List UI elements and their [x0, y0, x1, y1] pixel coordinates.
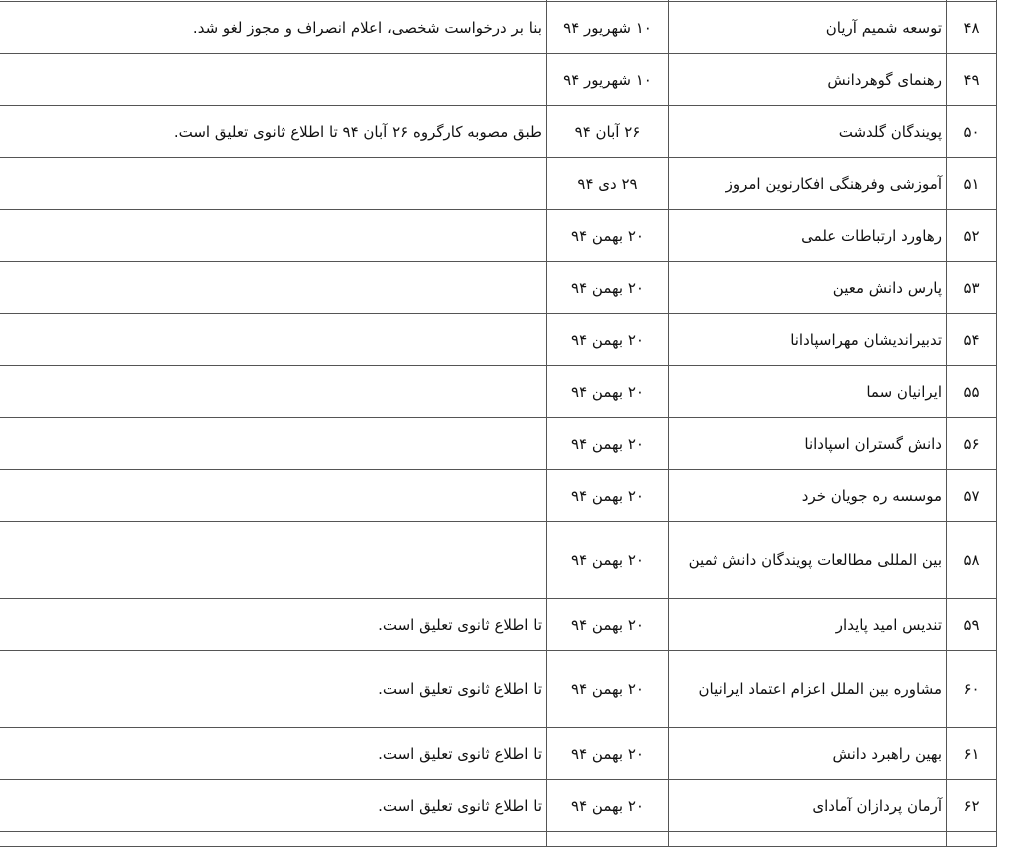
description-cell	[0, 470, 547, 522]
date-cell: ۱۰ شهریور ۹۴	[547, 54, 669, 106]
table-row-partial	[0, 832, 997, 847]
table-row	[0, 522, 997, 599]
row-number-cell: ۵۳	[947, 262, 997, 314]
institution-name-cell: پارس دانش معین	[669, 262, 947, 314]
cell-empty	[947, 832, 997, 847]
date-cell: ۲۰ بهمن ۹۴	[547, 470, 669, 522]
table-row	[0, 470, 997, 522]
table-row	[0, 366, 997, 418]
date-cell: ۲۰ بهمن ۹۴	[547, 366, 669, 418]
cell-empty	[0, 832, 547, 847]
row-number-cell: ۵۶	[947, 418, 997, 470]
description-cell: طبق مصوبه کارگروه ۲۶ آبان ۹۴ تا اطلاع ثانوی تعلیق است.	[0, 106, 547, 158]
institution-name-cell: رهاورد ارتباطات علمی	[669, 210, 947, 262]
description-cell	[0, 366, 547, 418]
description-cell: بنا بر درخواست شخصی، اعلام انصراف و مجوز لغو شد.	[0, 2, 547, 54]
institution-name-cell: آموزشی وفرهنگی افکارنوین امروز	[669, 158, 947, 210]
cell-empty	[547, 832, 669, 847]
institution-name-cell: موسسه ره جویان خرد	[669, 470, 947, 522]
row-number-cell: ۵۵	[947, 366, 997, 418]
row-number-cell: ۵۲	[947, 210, 997, 262]
institution-name-cell: رهنمای گوهردانش	[669, 54, 947, 106]
table-row	[0, 780, 997, 832]
table-row	[0, 314, 997, 366]
institution-name-cell: مشاوره بین الملل اعزام اعتماد ایرانیان	[669, 651, 947, 728]
institution-name-cell: ایرانیان سما	[669, 366, 947, 418]
row-number-cell: ۶۰	[947, 651, 997, 728]
date-cell: ۲۰ بهمن ۹۴	[547, 262, 669, 314]
table-row	[0, 106, 997, 158]
date-cell: ۲۰ بهمن ۹۴	[547, 210, 669, 262]
description-cell	[0, 262, 547, 314]
description-cell	[0, 158, 547, 210]
date-cell: ۲۰ بهمن ۹۴	[547, 418, 669, 470]
table-row	[0, 2, 997, 54]
institution-name-cell: پویندگان گلدشت	[669, 106, 947, 158]
institution-name-cell: تدبیراندیشان مهراسپادانا	[669, 314, 947, 366]
date-cell: ۲۰ بهمن ۹۴	[547, 314, 669, 366]
date-cell: ۲۰ بهمن ۹۴	[547, 599, 669, 651]
row-number-cell: ۴۸	[947, 2, 997, 54]
description-cell	[0, 54, 547, 106]
table-row	[0, 158, 997, 210]
description-cell: تا اطلاع ثانوی تعلیق است.	[0, 780, 547, 832]
table-row	[0, 262, 997, 314]
institution-name-cell: بهین راهبرد دانش	[669, 728, 947, 780]
description-cell: تا اطلاع ثانوی تعلیق است.	[0, 651, 547, 728]
institution-name-cell: تندیس امید پایدار	[669, 599, 947, 651]
description-cell	[0, 522, 547, 599]
row-number-cell: ۵۹	[947, 599, 997, 651]
institution-name-cell: دانش گستران اسپادانا	[669, 418, 947, 470]
row-number-cell: ۵۷	[947, 470, 997, 522]
row-number-cell: ۵۰	[947, 106, 997, 158]
date-cell: ۲۰ بهمن ۹۴	[547, 522, 669, 599]
date-cell: ۲۰ بهمن ۹۴	[547, 780, 669, 832]
row-number-cell: ۵۴	[947, 314, 997, 366]
institution-name-cell: آرمان پردازان آمادای	[669, 780, 947, 832]
description-cell: تا اطلاع ثانوی تعلیق است.	[0, 728, 547, 780]
description-cell	[0, 418, 547, 470]
cell-empty	[669, 832, 947, 847]
row-number-cell: ۴۹	[947, 54, 997, 106]
row-number-cell: ۶۱	[947, 728, 997, 780]
date-cell: ۲۶ آبان ۹۴	[547, 106, 669, 158]
institution-name-cell: بین المللی مطالعات پویندگان دانش ثمین	[669, 522, 947, 599]
date-cell: ۲۰ بهمن ۹۴	[547, 651, 669, 728]
row-number-cell: ۵۸	[947, 522, 997, 599]
row-number-cell: ۶۲	[947, 780, 997, 832]
row-number-cell: ۵۱	[947, 158, 997, 210]
date-cell: ۲۹ دی ۹۴	[547, 158, 669, 210]
table-row	[0, 599, 997, 651]
table-row	[0, 728, 997, 780]
description-cell: تا اطلاع ثانوی تعلیق است.	[0, 599, 547, 651]
institution-name-cell: توسعه شمیم آریان	[669, 2, 947, 54]
table-row	[0, 418, 997, 470]
date-cell: ۱۰ شهریور ۹۴	[547, 2, 669, 54]
description-cell	[0, 210, 547, 262]
date-cell: ۲۰ بهمن ۹۴	[547, 728, 669, 780]
description-cell	[0, 314, 547, 366]
table-row	[0, 210, 997, 262]
table-row	[0, 54, 997, 106]
table-row	[0, 651, 997, 728]
